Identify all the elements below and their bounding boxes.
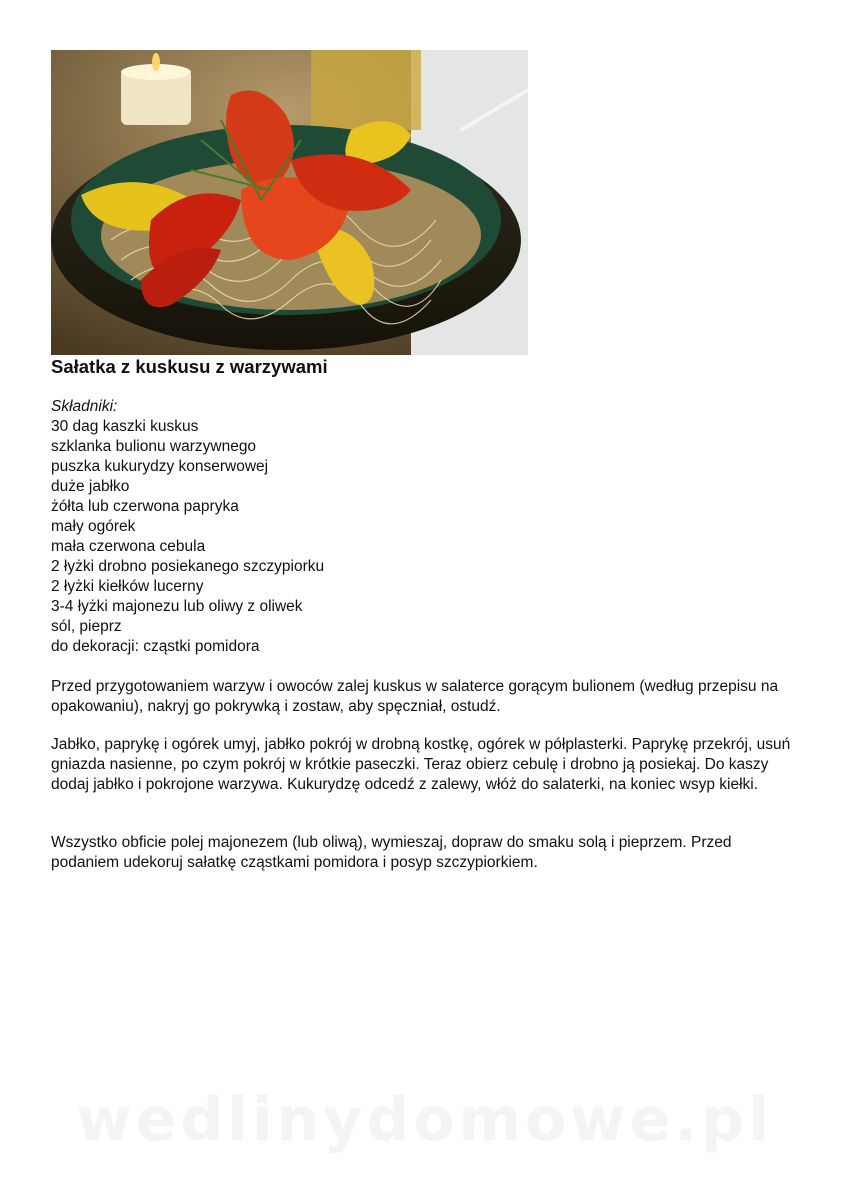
ingredient-item: mały ogórek: [51, 518, 136, 535]
ingredient-item: sól, pieprz: [51, 618, 122, 635]
ingredients-list: [51, 397, 791, 657]
ingredient-item: 30 dag kaszki kuskus: [51, 418, 199, 435]
ingredient-item: 2 łyżki kiełków lucerny: [51, 578, 204, 595]
step-paragraph-1: Przed przygotowaniem warzyw i owoców zalej kuskus w salaterce gorącym bulionem (według przepisu na opakowaniu), nakryj go pokrywką i zostaw, aby spęczniał, ostudź.: [51, 678, 779, 715]
step-paragraph-3: Wszystko obficie polej majonezem (lub oliwą), wymieszaj, dopraw do smaku solą i pieprzem. Przed podaniem udekoruj sałatkę cząstkami pomidora i posyp szczypiorkiem.: [51, 834, 732, 871]
salad-photo: [51, 50, 528, 355]
site-watermark: wedlinydomowe.pl: [76, 1085, 773, 1155]
step-paragraph-2: Jabłko, paprykę i ogórek umyj, jabłko pokrój w drobną kostkę, ogórek w półplasterki. Paprykę przekrój, usuń gniazda nasienne, po czym pokrój w krótkie paseczki. Teraz obierz cebulę i drobno ją posiekaj. Do kaszy dodaj jabłko i pokrojone warzywa. Kukurydzę odcedź z zalewy, włóż do salaterki, na koniec wsyp kiełki.: [51, 736, 791, 793]
ingredient-item: duże jabłko: [51, 478, 130, 495]
ingredient-item: szklanka bulionu warzywnego: [51, 438, 257, 455]
ingredient-item: puszka kukurydzy konserwowej: [51, 458, 269, 475]
ingredients-heading: Składniki:: [51, 398, 118, 415]
ingredient-item: mała czerwona cebula: [51, 538, 206, 555]
ingredient-item: do dekoracji: cząstki pomidora: [51, 638, 260, 655]
ingredient-item: żółta lub czerwona papryka: [51, 498, 239, 515]
recipe-title: Sałatka z kuskusu z warzywami: [51, 356, 328, 377]
ingredient-item: 2 łyżki drobno posiekanego szczypiorku: [51, 558, 325, 575]
ingredient-item: 3-4 łyżki majonezu lub oliwy z oliwek: [51, 598, 303, 615]
